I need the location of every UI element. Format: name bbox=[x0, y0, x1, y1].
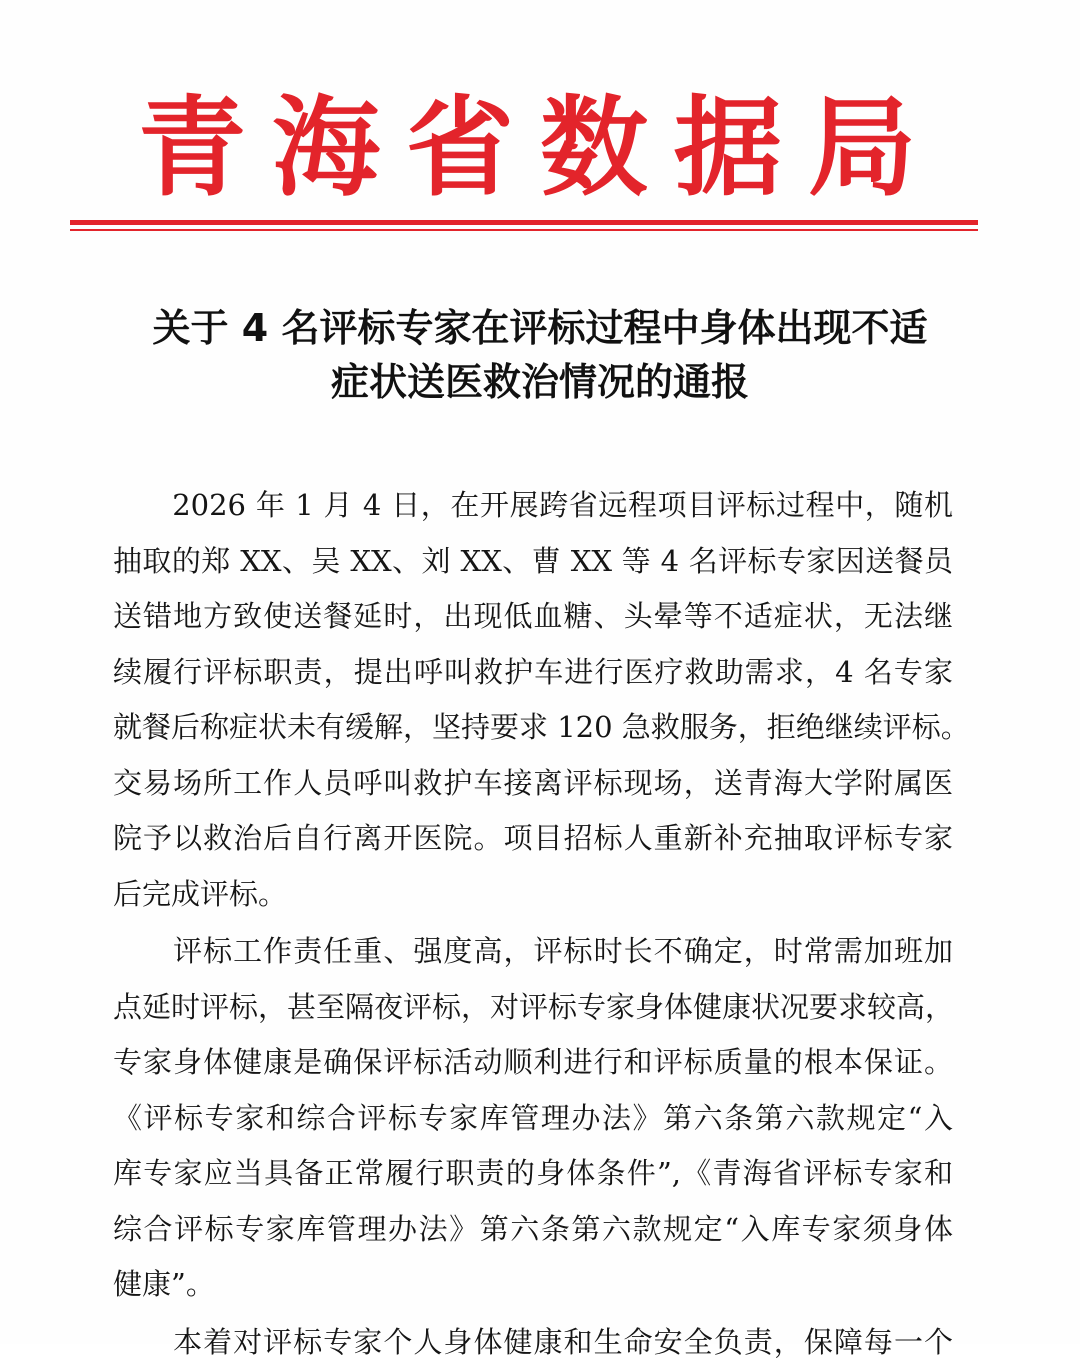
body-line: 后完成评标。 bbox=[113, 867, 953, 923]
document-body bbox=[113, 478, 953, 1370]
body-line: 《评标专家和综合评标专家库管理办法》第六条第六款规定“入 bbox=[113, 1091, 953, 1147]
body-line: 2026 年 1 月 4 日，在开展跨省远程项目评标过程中，随机 bbox=[113, 478, 953, 534]
paragraph-1 bbox=[113, 478, 953, 922]
document-title-line-2: 症状送医救治情况的通报 bbox=[90, 362, 990, 402]
body-line: 续履行评标职责，提出呼叫救护车进行医疗救助需求，4 名专家 bbox=[113, 645, 953, 701]
document-title-line-1: 关于 4 名评标专家在评标过程中身体出现不适 bbox=[90, 308, 990, 348]
paragraph-2 bbox=[113, 924, 953, 1313]
body-line: 交易场所工作人员呼叫救护车接离评标现场，送青海大学附属医 bbox=[113, 756, 953, 812]
body-line: 健康”。 bbox=[113, 1257, 953, 1313]
body-line: 送错地方致使送餐延时，出现低血糖、头晕等不适症状，无法继 bbox=[113, 589, 953, 645]
letterhead-agency-name: 青海省数据局 bbox=[60, 88, 1020, 208]
paragraph-3 bbox=[113, 1315, 953, 1370]
letterhead-red-rule-thin bbox=[70, 229, 978, 231]
body-line: 院予以救治后自行离开医院。项目招标人重新补充抽取评标专家 bbox=[113, 811, 953, 867]
body-line: 抽取的郑 XX、吴 XX、刘 XX、曹 XX 等 4 名评标专家因送餐员 bbox=[113, 534, 953, 590]
body-line: 专家身体健康是确保评标活动顺利进行和评标质量的根本保证。 bbox=[113, 1035, 953, 1091]
body-line: 就餐后称症状未有缓解，坚持要求 120 急救服务，拒绝继续评标。 bbox=[113, 700, 953, 756]
body-line: 综合评标专家库管理办法》第六条第六款规定“入库专家须身体 bbox=[113, 1202, 953, 1258]
body-line: 评标工作责任重、强度高，评标时长不确定，时常需加班加 bbox=[113, 924, 953, 980]
body-line: 本着对评标专家个人身体健康和生命安全负责，保障每一个 bbox=[113, 1315, 953, 1370]
body-line: 库专家应当具备正常履行职责的身体条件”,《青海省评标专家和 bbox=[113, 1146, 953, 1202]
body-line: 点延时评标，甚至隔夜评标，对评标专家身体健康状况要求较高， bbox=[113, 980, 953, 1036]
letterhead-red-rule bbox=[70, 220, 978, 225]
